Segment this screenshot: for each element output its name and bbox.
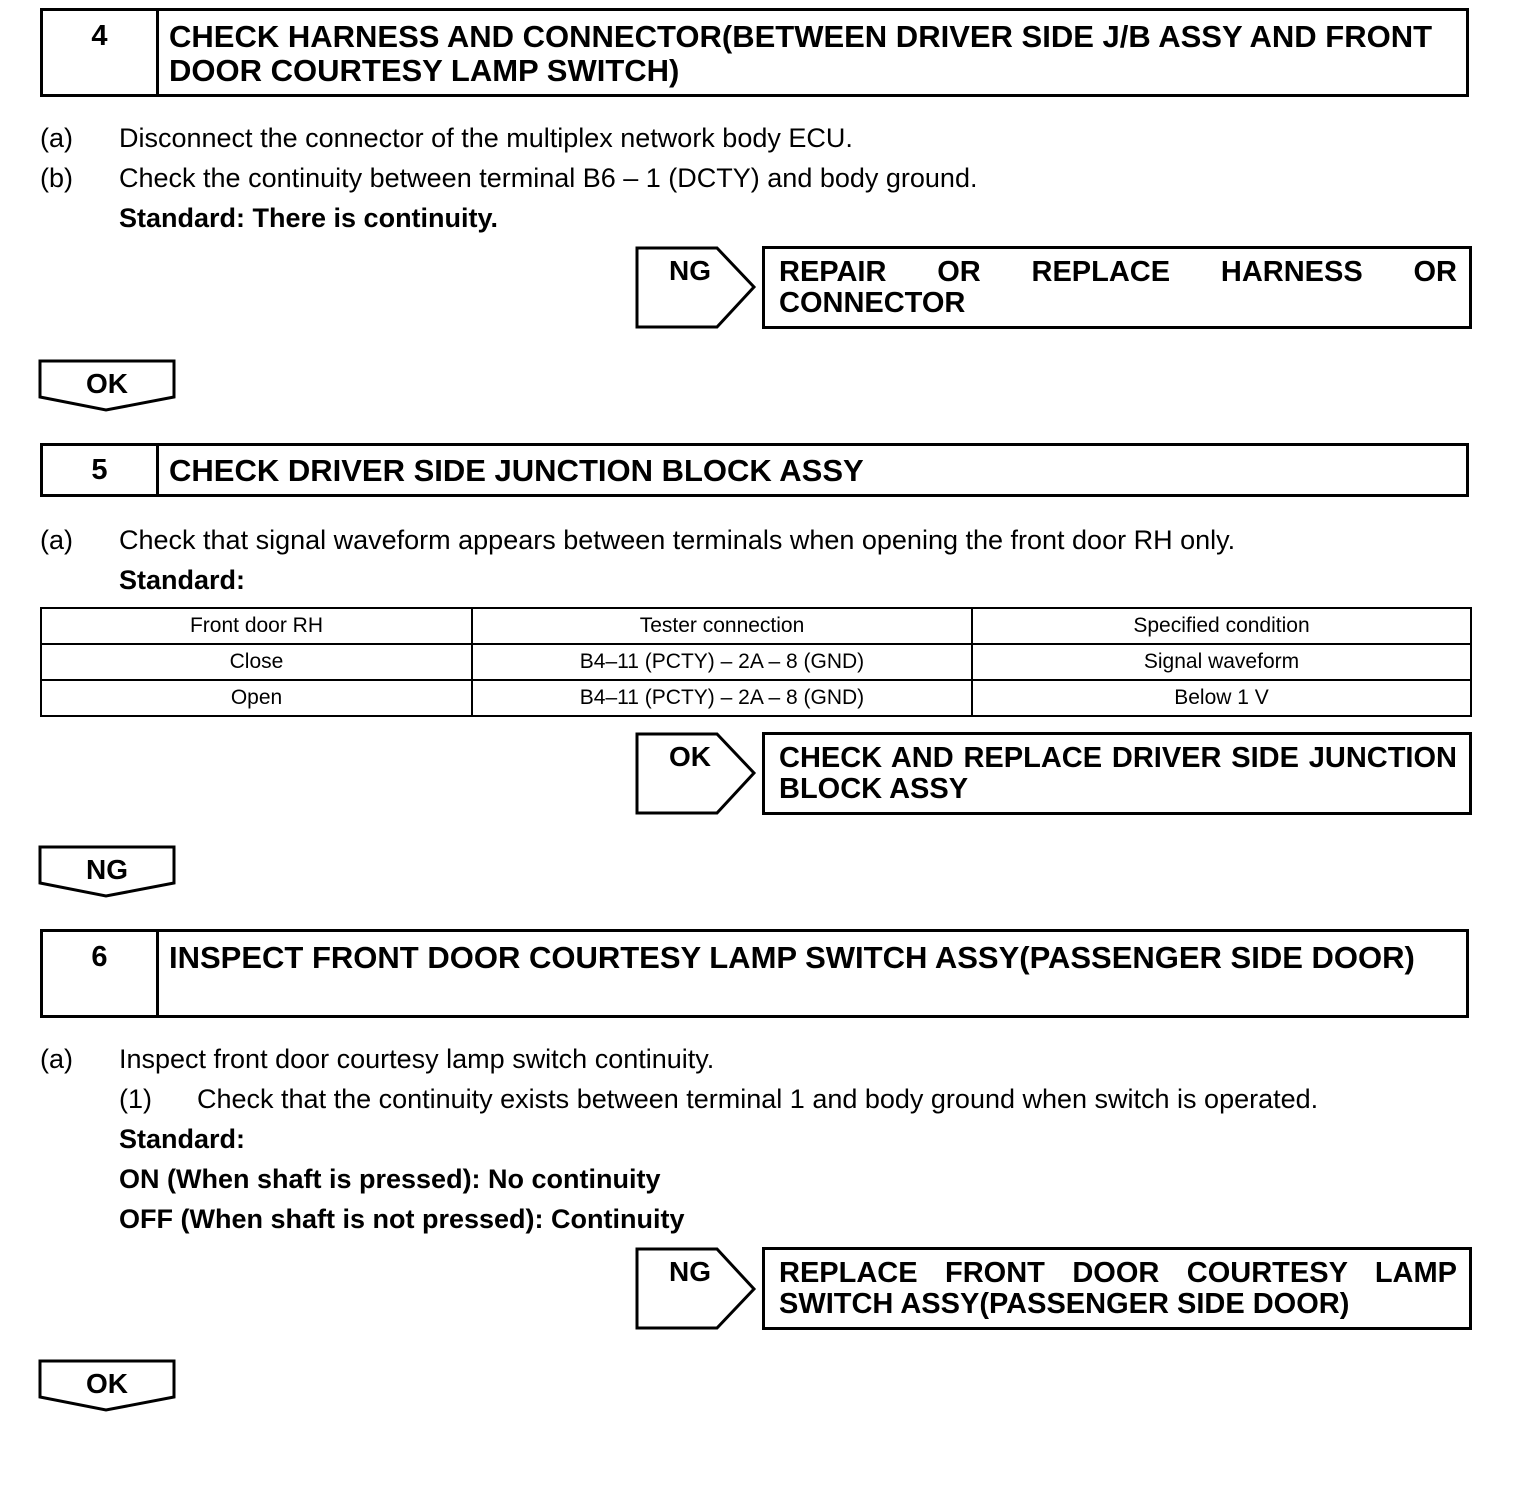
step-number: 6	[43, 932, 159, 1015]
table-header-cell: Specified condition	[972, 608, 1471, 644]
ng-next-label: NG	[86, 854, 128, 885]
item-label: (b)	[40, 163, 73, 193]
table-cell: Signal waveform	[972, 644, 1471, 680]
item-text: Check that signal waveform appears between terminals when opening the front door RH only.	[119, 525, 1236, 555]
table-header-row	[41, 608, 1471, 644]
table-header-cell: Front door RH	[41, 608, 472, 644]
ok-next-label: OK	[86, 1368, 128, 1399]
table-cell: Below 1 V	[972, 680, 1471, 716]
subitem-label: (1)	[119, 1084, 152, 1114]
table-cell: Open	[41, 680, 472, 716]
table-cell: B4–11 (PCTY) – 2A – 8 (GND)	[472, 644, 972, 680]
table-cell: B4–11 (PCTY) – 2A – 8 (GND)	[472, 680, 972, 716]
item-label: (a)	[40, 1044, 73, 1074]
step-number: 4	[43, 11, 159, 94]
ng-result-box: REPAIR OR REPLACE HARNESS OR CONNECTOR	[762, 246, 1472, 329]
item-label: (a)	[40, 123, 73, 153]
table-header-cell: Tester connection	[472, 608, 972, 644]
table-row	[41, 680, 1471, 716]
step-5-header	[40, 443, 1469, 497]
item-label: (a)	[40, 525, 73, 555]
standard-text: Standard:	[119, 565, 246, 595]
step-title: CHECK HARNESS AND CONNECTOR(BETWEEN DRIVER SIDE J/B ASSY AND FRONT DOOR COURTESY LAMP SWITCH)	[169, 19, 1433, 88]
ok-next-label: OK	[86, 368, 128, 399]
ok-result-box: CHECK AND REPLACE DRIVER SIDE JUNCTION BLOCK ASSY	[762, 732, 1472, 815]
table-row	[41, 644, 1471, 680]
standard-line: ON (When shaft is pressed): No continuity	[119, 1164, 661, 1194]
table-cell: Close	[41, 644, 472, 680]
ng-branch-label: NG	[669, 1256, 711, 1287]
step-title: CHECK DRIVER SIDE JUNCTION BLOCK ASSY	[169, 453, 864, 488]
ng-branch-label: NG	[669, 255, 711, 286]
item-text: Inspect front door courtesy lamp switch continuity.	[119, 1044, 715, 1074]
standard-line: OFF (When shaft is not pressed): Continuity	[119, 1204, 685, 1234]
ng-result-box: REPLACE FRONT DOOR COURTESY LAMP SWITCH ASSY(PASSENGER SIDE DOOR)	[762, 1247, 1472, 1330]
step-title: INSPECT FRONT DOOR COURTESY LAMP SWITCH ASSY(PASSENGER SIDE DOOR)	[169, 940, 1415, 975]
step-6-header	[40, 929, 1469, 1018]
subitem-text: Check that the continuity exists between terminal 1 and body ground when switch is operated.	[197, 1084, 1319, 1114]
item-text: Disconnect the connector of the multiplex network body ECU.	[119, 123, 853, 153]
spec-table	[40, 607, 1472, 717]
standard-text: Standard: There is continuity.	[119, 203, 499, 233]
standard-text: Standard:	[119, 1124, 246, 1154]
step-number: 5	[43, 446, 159, 494]
item-text: Check the continuity between terminal B6 – 1 (DCTY) and body ground.	[119, 163, 978, 193]
ok-branch-label: OK	[669, 741, 711, 772]
